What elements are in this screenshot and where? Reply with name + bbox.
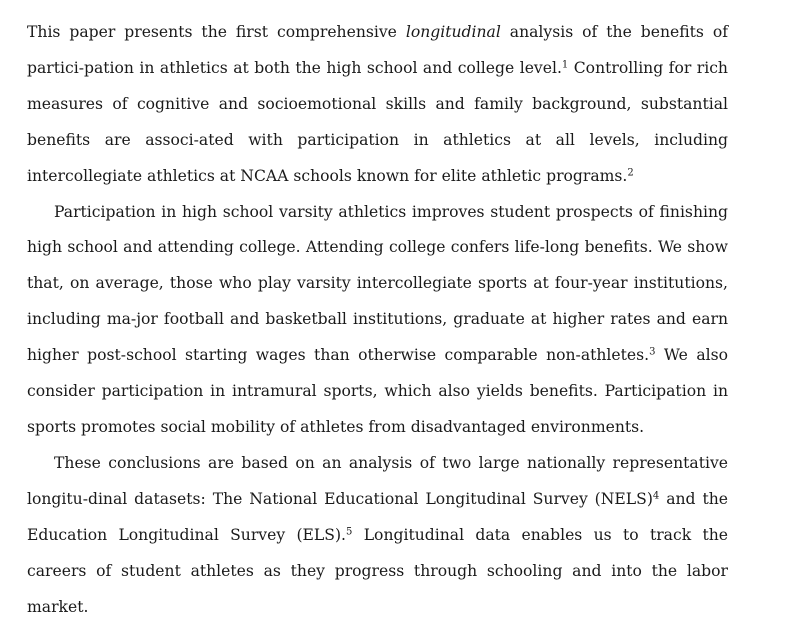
paragraph-2-text-b: We also consider participation in intramural sports, which also yields benefits. Participation in sports promotes social mobility of athletes from disadvantaged environments. (27, 346, 729, 436)
paragraph-1-text-c: Controlling for rich measures of cognitive and socioemotional skills and family background, substantial benefits are associ-ated with participation in athletics at all levels, including intercollegiate athletics at NCAA schools known for elite athletic programs. (27, 58, 728, 185)
footnote-marker-3[interactable]: 3 (649, 346, 656, 358)
paragraph-2 (27, 195, 728, 446)
paragraph-1-text-b: analysis of the benefits of partici-pation in athletics at both the high school and college level. (27, 23, 729, 77)
paragraph-3 (27, 446, 728, 625)
footnote-marker-1[interactable]: 1 (561, 59, 569, 71)
paper-body (27, 15, 728, 625)
footnote-marker-2[interactable]: 2 (627, 167, 634, 179)
paragraph-1 (27, 15, 728, 195)
paragraph-1-text-a: This paper presents the first comprehensive (27, 23, 406, 41)
paragraph-2-text-a: Participation in high school varsity athletics improves student prospects of finishing high school and attending college. Attending college confers life-long benefits. We show that, on average, those who play varsity intercollegiate sports at four-year institutions, including ma-jor football and basketball institutions, graduate at higher rates and earn higher post-school starting wages than otherwise comparable non-athletes. (27, 202, 728, 365)
paragraph-3-text-a: These conclusions are based on an analysis of two large nationally representative longitu-dinal datasets: The National Educational Longitudinal Survey (NELS) (27, 453, 728, 508)
footnote-marker-5[interactable]: 5 (346, 526, 353, 538)
emphasis-longitudinal: longitudinal (405, 23, 501, 41)
footnote-marker-4[interactable]: 4 (652, 490, 660, 502)
paragraph-3-text-b: and the Education Longitudinal Survey (ELS). (27, 489, 728, 544)
paragraph-3-text-c: Longitudinal data enables us to track the careers of student athletes as they progress through schooling and into the labor market. (27, 525, 729, 616)
